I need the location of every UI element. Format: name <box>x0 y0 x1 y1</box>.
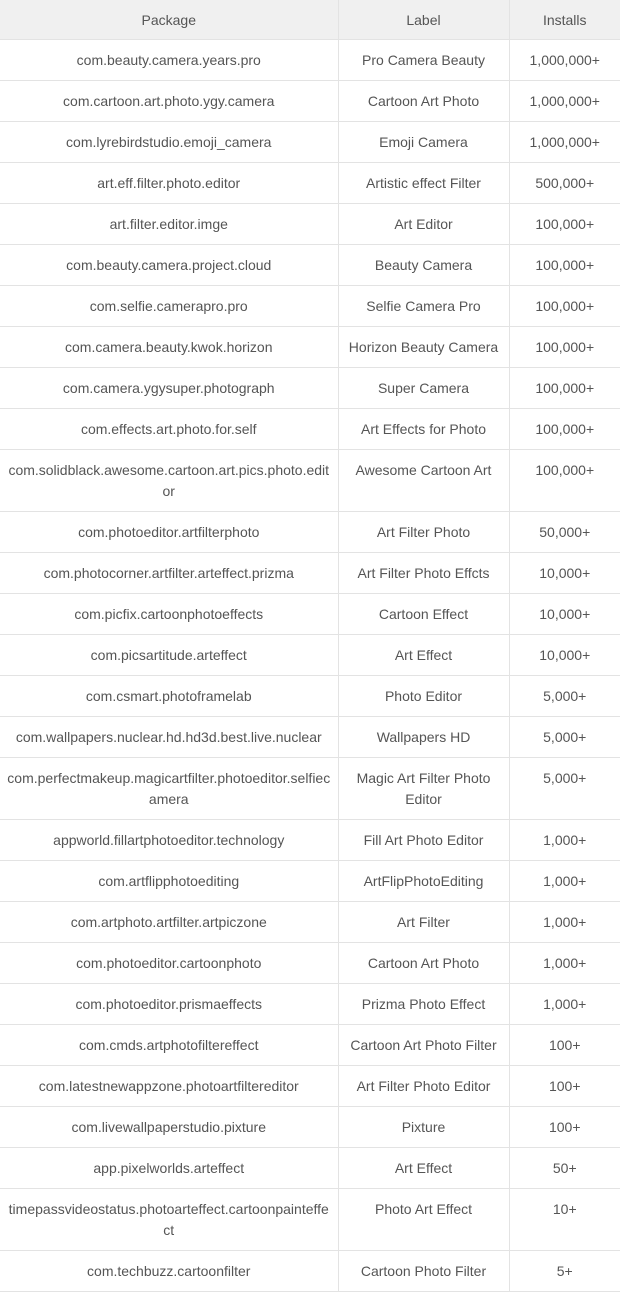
label-cell: Prizma Photo Effect <box>338 984 509 1025</box>
table-row <box>0 594 620 635</box>
table-row <box>0 327 620 368</box>
table-row <box>0 902 620 943</box>
label-cell: Art Filter Photo Editor <box>338 1066 509 1107</box>
label-cell: ArtFlipPhotoEditing <box>338 861 509 902</box>
label-cell: Cartoon Art Photo <box>338 81 509 122</box>
table-row <box>0 1107 620 1148</box>
table-row <box>0 1066 620 1107</box>
installs-cell: 1,000,000+ <box>509 40 620 81</box>
table-row <box>0 204 620 245</box>
package-cell: com.picsartitude.arteffect <box>0 635 338 676</box>
package-cell: com.beauty.camera.years.pro <box>0 40 338 81</box>
table-row <box>0 512 620 553</box>
label-cell: Art Filter Photo Effcts <box>338 553 509 594</box>
label-cell: Art Effect <box>338 635 509 676</box>
installs-cell: 5+ <box>509 1251 620 1292</box>
package-cell: com.perfectmakeup.magicartfilter.photoeditor.selfiecamera <box>0 758 338 820</box>
installs-cell: 10,000+ <box>509 635 620 676</box>
table-row <box>0 40 620 81</box>
package-cell: com.effects.art.photo.for.self <box>0 409 338 450</box>
package-cell: art.filter.editor.imge <box>0 204 338 245</box>
column-header-label[interactable]: Label <box>338 0 509 40</box>
package-cell: com.camera.beauty.kwok.horizon <box>0 327 338 368</box>
label-cell: Wallpapers HD <box>338 717 509 758</box>
installs-cell: 5,000+ <box>509 676 620 717</box>
label-cell: Art Filter Photo <box>338 512 509 553</box>
package-cell: com.cmds.artphotofiltereffect <box>0 1025 338 1066</box>
installs-cell: 50,000+ <box>509 512 620 553</box>
installs-cell: 1,000,000+ <box>509 81 620 122</box>
package-cell: art.eff.filter.photo.editor <box>0 163 338 204</box>
column-header-installs[interactable]: Installs <box>509 0 620 40</box>
header-row <box>0 0 620 40</box>
table-row <box>0 1025 620 1066</box>
package-cell: timepassvideostatus.photoarteffect.cartoonpainteffect <box>0 1189 338 1251</box>
table-row <box>0 409 620 450</box>
package-cell: com.selfie.camerapro.pro <box>0 286 338 327</box>
package-cell: com.wallpapers.nuclear.hd.hd3d.best.live.nuclear <box>0 717 338 758</box>
installs-cell: 10,000+ <box>509 553 620 594</box>
table-row <box>0 717 620 758</box>
installs-cell: 500,000+ <box>509 163 620 204</box>
column-header-package[interactable]: Package <box>0 0 338 40</box>
table-row <box>0 861 620 902</box>
installs-cell: 100,000+ <box>509 409 620 450</box>
label-cell: Cartoon Effect <box>338 594 509 635</box>
label-cell: Horizon Beauty Camera <box>338 327 509 368</box>
package-cell: com.techbuzz.cartoonfilter <box>0 1251 338 1292</box>
installs-cell: 50+ <box>509 1148 620 1189</box>
installs-cell: 100,000+ <box>509 245 620 286</box>
package-cell: app.pixelworlds.arteffect <box>0 1148 338 1189</box>
installs-cell: 100,000+ <box>509 286 620 327</box>
package-cell: com.beauty.camera.project.cloud <box>0 245 338 286</box>
package-cell: com.photoeditor.cartoonphoto <box>0 943 338 984</box>
table-row <box>0 676 620 717</box>
installs-cell: 100,000+ <box>509 368 620 409</box>
table-row <box>0 368 620 409</box>
label-cell: Cartoon Art Photo <box>338 943 509 984</box>
installs-cell: 100+ <box>509 1107 620 1148</box>
package-cell: com.artphoto.artfilter.artpiczone <box>0 902 338 943</box>
table-header <box>0 0 620 40</box>
table-row <box>0 758 620 820</box>
label-cell: Emoji Camera <box>338 122 509 163</box>
table-row <box>0 635 620 676</box>
package-cell: com.photoeditor.prismaeffects <box>0 984 338 1025</box>
installs-cell: 100+ <box>509 1025 620 1066</box>
label-cell: Artistic effect Filter <box>338 163 509 204</box>
label-cell: Art Effects for Photo <box>338 409 509 450</box>
installs-cell: 1,000+ <box>509 902 620 943</box>
installs-cell: 5,000+ <box>509 717 620 758</box>
package-cell: com.lyrebirdstudio.emoji_camera <box>0 122 338 163</box>
package-cell: com.picfix.cartoonphotoeffects <box>0 594 338 635</box>
installs-cell: 5,000+ <box>509 758 620 820</box>
table-row <box>0 1148 620 1189</box>
label-cell: Art Editor <box>338 204 509 245</box>
installs-cell: 1,000+ <box>509 943 620 984</box>
label-cell: Fill Art Photo Editor <box>338 820 509 861</box>
installs-cell: 10+ <box>509 1189 620 1251</box>
label-cell: Pro Camera Beauty <box>338 40 509 81</box>
table-row <box>0 122 620 163</box>
package-cell: com.livewallpaperstudio.pixture <box>0 1107 338 1148</box>
table-row <box>0 1251 620 1292</box>
package-cell: com.artflipphotoediting <box>0 861 338 902</box>
table-row <box>0 1189 620 1251</box>
table-row <box>0 286 620 327</box>
table-row <box>0 984 620 1025</box>
label-cell: Pixture <box>338 1107 509 1148</box>
label-cell: Beauty Camera <box>338 245 509 286</box>
table-row <box>0 450 620 512</box>
package-cell: com.photocorner.artfilter.arteffect.prizma <box>0 553 338 594</box>
table-row <box>0 81 620 122</box>
package-cell: com.latestnewappzone.photoartfiltereditor <box>0 1066 338 1107</box>
label-cell: Art Filter <box>338 902 509 943</box>
package-cell: com.cartoon.art.photo.ygy.camera <box>0 81 338 122</box>
installs-cell: 1,000,000+ <box>509 122 620 163</box>
label-cell: Awesome Cartoon Art <box>338 450 509 512</box>
package-cell: appworld.fillartphotoeditor.technology <box>0 820 338 861</box>
label-cell: Art Effect <box>338 1148 509 1189</box>
table-body <box>0 40 620 1292</box>
label-cell: Cartoon Art Photo Filter <box>338 1025 509 1066</box>
installs-cell: 1,000+ <box>509 984 620 1025</box>
installs-cell: 100,000+ <box>509 450 620 512</box>
package-cell: com.camera.ygysuper.photograph <box>0 368 338 409</box>
table-row <box>0 245 620 286</box>
installs-cell: 1,000+ <box>509 861 620 902</box>
package-cell: com.csmart.photoframelab <box>0 676 338 717</box>
label-cell: Magic Art Filter Photo Editor <box>338 758 509 820</box>
label-cell: Photo Art Effect <box>338 1189 509 1251</box>
installs-cell: 100,000+ <box>509 204 620 245</box>
installs-cell: 10,000+ <box>509 594 620 635</box>
package-cell: com.solidblack.awesome.cartoon.art.pics.photo.editor <box>0 450 338 512</box>
label-cell: Super Camera <box>338 368 509 409</box>
label-cell: Selfie Camera Pro <box>338 286 509 327</box>
label-cell: Photo Editor <box>338 676 509 717</box>
table-row <box>0 820 620 861</box>
table-row <box>0 553 620 594</box>
table-row <box>0 943 620 984</box>
table-row <box>0 163 620 204</box>
package-cell: com.photoeditor.artfilterphoto <box>0 512 338 553</box>
installs-cell: 100+ <box>509 1066 620 1107</box>
installs-cell: 100,000+ <box>509 327 620 368</box>
installs-cell: 1,000+ <box>509 820 620 861</box>
label-cell: Cartoon Photo Filter <box>338 1251 509 1292</box>
